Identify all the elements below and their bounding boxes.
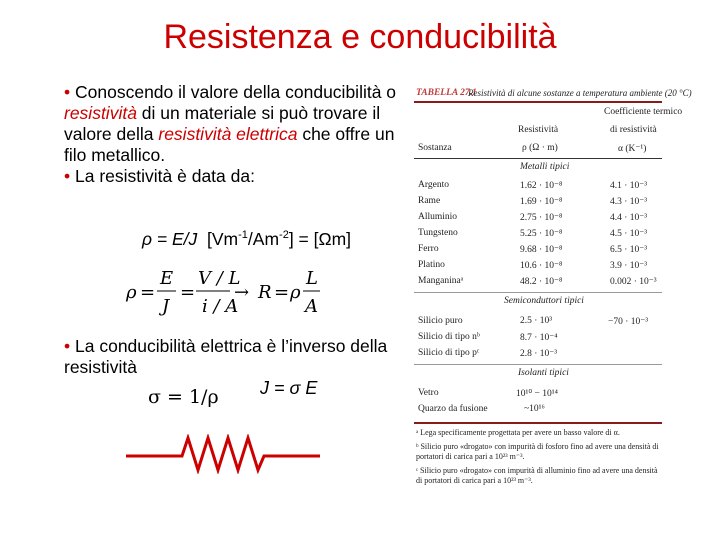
resistivity-table-figure — [414, 84, 692, 504]
table-row: Argento — [418, 180, 449, 190]
units-a: [Vm — [207, 229, 239, 249]
deriv-rho: ρ — [126, 282, 137, 303]
bullet-text: Conoscendo il valore della conducibilità o — [70, 82, 397, 102]
deriv-eq3: = — [274, 282, 290, 303]
table-row: Manganinaᵃ — [418, 276, 464, 286]
deriv-e: E — [160, 268, 174, 289]
col-res-unit: ρ (Ω · m) — [522, 143, 558, 153]
col-coef-title: Coefficiente termico — [604, 107, 683, 117]
deriv-r: R — [258, 282, 272, 303]
table-footnotes — [416, 428, 662, 490]
bullet-marker: • — [64, 336, 71, 356]
units-a-exp: -1 — [238, 229, 248, 242]
resistor-symbol — [126, 434, 322, 474]
term-resistivita-elettrica: resistività elettrica — [158, 124, 298, 144]
table-cell-res: 2.75 · 10⁻⁸ — [520, 213, 563, 223]
table-cell-coef: 4.5 · 10⁻³ — [610, 229, 648, 239]
bullet-text: La conducibilità elettrica è l’inverso della resistività — [64, 336, 388, 377]
deriv-arrow: → — [234, 282, 250, 303]
table-row: Vetro — [418, 388, 439, 398]
col-coef-sub: di resistività — [610, 125, 657, 135]
table-cell-coef: 0.002 · 10⁻³ — [610, 277, 657, 287]
table-cell-res: 1.62 · 10⁻⁸ — [520, 181, 563, 191]
table-row: Quarzo da fusione — [418, 404, 488, 414]
footnote-c: ᶜ Silicio puro «drogato» con impurità di alluminio fino ad avere una densità di portatori di carica pari a 10²³ m⁻³. — [416, 466, 658, 485]
table-cell-coef: 6.5 · 10⁻³ — [610, 245, 648, 255]
table-bottom-rule — [414, 422, 662, 424]
units-c: ] = [Ωm] — [288, 229, 352, 249]
table-cell-res: 9.68 · 10⁻⁸ — [520, 245, 563, 255]
rho-equals-e-over-j: ρ = E/J — [142, 229, 198, 249]
bullet-resistivity-intro — [64, 82, 404, 187]
table-label: TABELLA 27.1 — [416, 88, 477, 98]
deriv-rho2: ρ — [290, 282, 301, 303]
deriv-v-over-l: V / L — [198, 268, 241, 289]
table-row: Platino — [418, 260, 445, 270]
slide-title: Resistenza e conducibilità — [163, 18, 557, 56]
col-res-title: Resistività — [518, 125, 559, 135]
table-cell-coef: 4.3 · 10⁻³ — [610, 197, 648, 207]
footnote-b: ᵇ Silicio puro «drogato» con impurità di fosforo fino ad avere una densità di portatori di carica pari a 10²³ m⁻³. — [416, 442, 659, 461]
table-cell-res: 2.5 · 10³ — [520, 316, 553, 326]
table-cell-res: 2.8 · 10⁻³ — [520, 349, 558, 359]
units-b-exp: -2 — [279, 229, 289, 242]
table-cell-coef: 4.1 · 10⁻³ — [610, 181, 648, 191]
table-cell-coef: −70 · 10⁻³ — [608, 317, 649, 327]
bullet-text: che offre un filo metallico. — [64, 124, 395, 165]
bullet-conductivity — [64, 336, 404, 378]
table-row: Ferro — [418, 244, 439, 254]
term-resistivita: resistività — [64, 103, 137, 123]
section-insulators: Isolanti tipici — [518, 368, 569, 378]
deriv-j: J — [162, 296, 170, 317]
table-row: Silicio di tipo pᶜ — [418, 348, 480, 358]
table-cell-res: 5.25 · 10⁻⁸ — [520, 229, 563, 239]
bullet-marker: • — [64, 166, 71, 186]
sigma-formula: σ = 1/ρ — [148, 386, 219, 408]
deriv-eq1: = — [140, 282, 156, 303]
bullet-marker: • — [64, 82, 71, 102]
table-top-rule — [414, 101, 662, 103]
resistance-derivation — [124, 262, 344, 322]
section-metals: Metalli tipici — [520, 162, 570, 172]
table-cell-res: 8.7 · 10⁻⁴ — [520, 333, 558, 343]
table-caption: Resistività di alcune sostanze a temperatura ambiente (20 °C) — [468, 88, 692, 98]
table-cell-coef: 4.4 · 10⁻³ — [610, 213, 648, 223]
table-row: Tungsteno — [418, 228, 458, 238]
resistivity-formula — [142, 229, 351, 250]
bullet-text: di un materiale si può trovare il valore della — [64, 103, 381, 144]
table-row: Alluminio — [418, 212, 458, 222]
table-cell-res: 48.2 · 10⁻⁸ — [520, 277, 563, 287]
table-cell-res: 10¹⁰ − 10¹⁴ — [516, 389, 558, 399]
j-sigma-e-formula: J = σ E — [260, 378, 318, 398]
bullet-text: La resistività è data da: — [70, 166, 255, 186]
table-cell-res: ~10¹⁶ — [524, 404, 545, 414]
table-row: Silicio puro — [418, 316, 463, 326]
table-head-rule — [414, 158, 662, 159]
table-cell-res: 1.69 · 10⁻⁸ — [520, 197, 563, 207]
section-semiconductors: Semiconduttori tipici — [504, 296, 584, 306]
deriv-eq2: = — [180, 282, 196, 303]
deriv-i-over-a: i / A — [202, 296, 239, 317]
col-substance: Sostanza — [418, 143, 452, 153]
table-cell-coef: 3.9 · 10⁻³ — [610, 261, 648, 271]
table-row: Rame — [418, 196, 441, 206]
footnote-a: ᵃ Lega specificamente progettata per avere un basso valore di α. — [416, 428, 620, 437]
table-row: Silicio di tipo nᵇ — [418, 332, 480, 342]
deriv-l: L — [306, 268, 318, 289]
section-rule — [414, 364, 662, 365]
section-rule — [414, 292, 662, 293]
col-coef-unit: α (K⁻¹) — [618, 144, 647, 154]
units-b: /Am — [247, 229, 280, 249]
table-cell-res: 10.6 · 10⁻⁸ — [520, 261, 563, 271]
deriv-a: A — [305, 296, 318, 317]
table-header — [414, 88, 692, 102]
